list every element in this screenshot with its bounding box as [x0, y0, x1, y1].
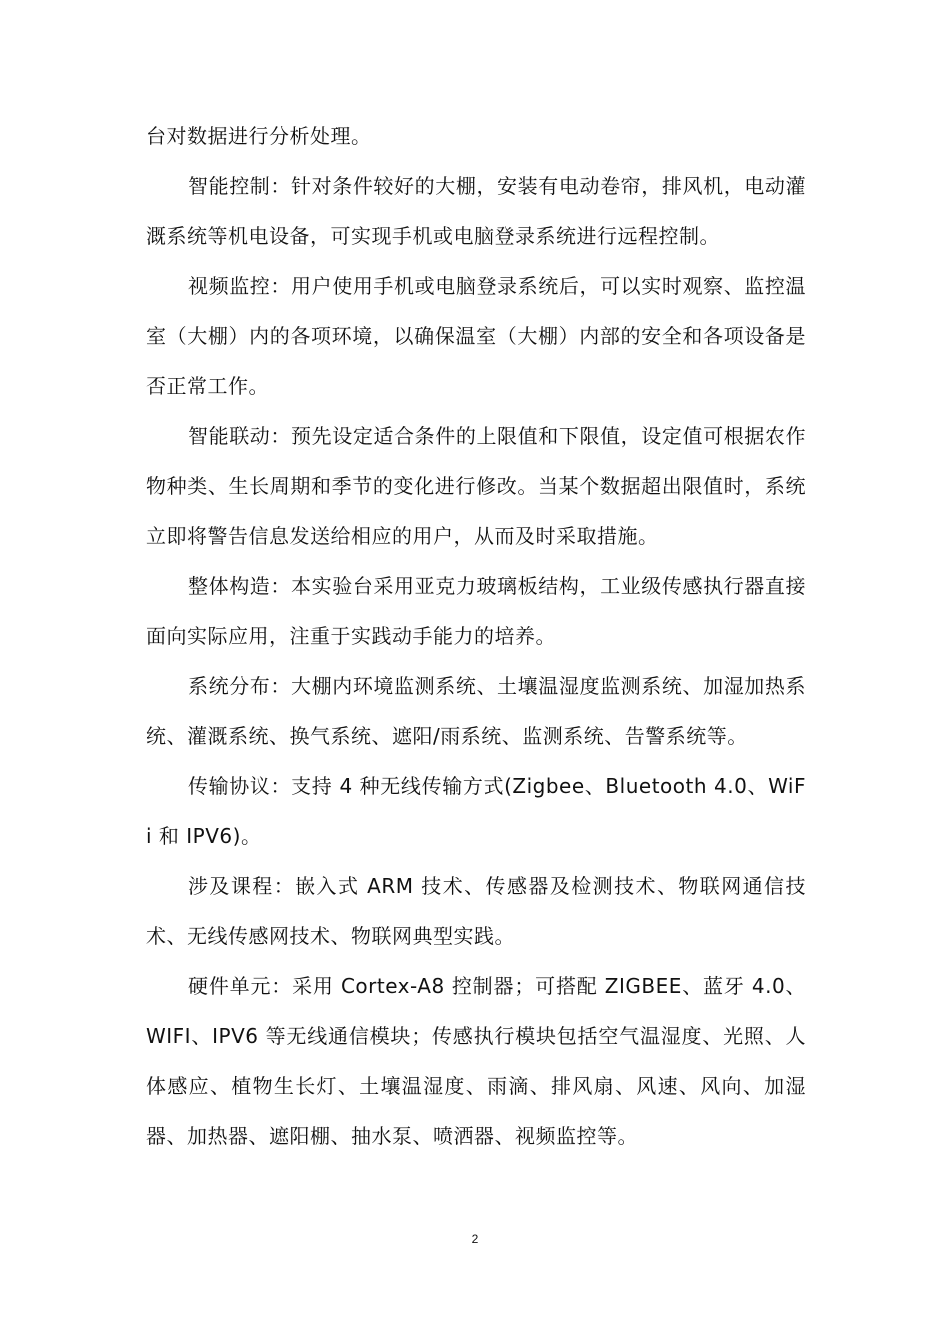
paragraph-transmission-protocol: 传输协议：支持 4 种无线传输方式(Zigbee、Bluetooth 4.0、WiFi 和 IPV6)。 — [146, 774, 806, 848]
paragraph-smart-control: 智能控制：针对条件较好的大棚，安装有电动卷帘，排风机，电动灌溉系统等机电设备，可实现手机或电脑登录系统进行远程控制。 — [146, 174, 806, 248]
paragraph-smart-linkage: 智能联动：预先设定适合条件的上限值和下限值，设定值可根据农作物种类、生长周期和季节的变化进行修改。当某个数据超出限值时，系统立即将警告信息发送给相应的用户，从而及时采取措施。 — [146, 424, 806, 548]
paragraph-overall-structure: 整体构造：本实验台采用亚克力玻璃板结构，工业级传感执行器直接面向实际应用，注重于实践动手能力的培养。 — [146, 574, 806, 648]
document-body — [146, 111, 806, 1161]
page-number: 2 — [471, 1232, 479, 1246]
paragraph-courses: 涉及课程：嵌入式 ARM 技术、传感器及检测技术、物联网通信技术、无线传感网技术、物联网典型实践。 — [146, 874, 806, 948]
paragraph-hardware-units: 硬件单元：采用 Cortex-A8 控制器；可搭配 ZIGBEE、蓝牙 4.0、WIFI、IPV6 等无线通信模块；传感执行模块包括空气温湿度、光照、人体感应、植物生长灯、土壤温湿度、雨滴、排风扇、风速、风向、加湿器、加热器、遮阳棚、抽水泵、喷洒器、视频监控等。 — [146, 974, 806, 1148]
paragraph-video-monitoring: 视频监控：用户使用手机或电脑登录系统后，可以实时观察、监控温室（大棚）内的各项环境，以确保温室（大棚）内部的安全和各项设备是否正常工作。 — [146, 274, 806, 398]
paragraph-continuation: 台对数据进行分析处理。 — [146, 124, 372, 148]
paragraph-system-distribution: 系统分布：大棚内环境监测系统、土壤温湿度监测系统、加湿加热系统、灌溉系统、换气系统、遮阳/雨系统、监测系统、告警系统等。 — [146, 674, 806, 748]
